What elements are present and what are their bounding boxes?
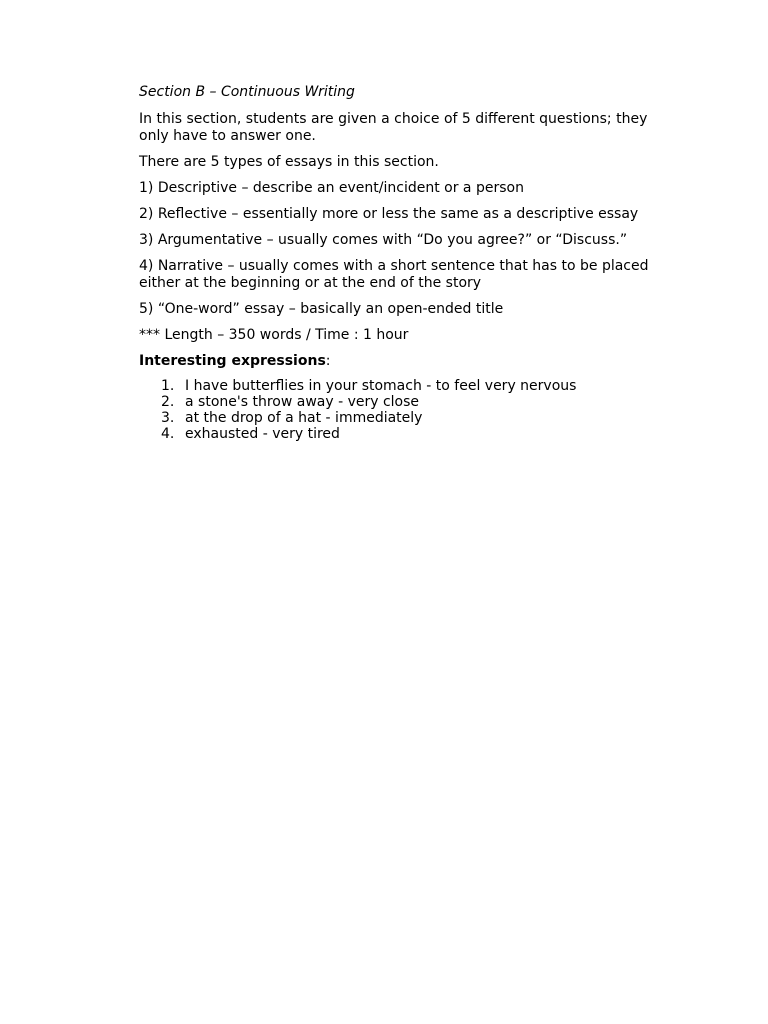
intro-paragraph: In this section, students are given a choice of 5 different questions; they only have to answer one. — [139, 111, 648, 144]
list-item — [139, 426, 669, 442]
list-item — [139, 410, 669, 426]
length-time-note: *** Length – 350 words / Time : 1 hour — [139, 327, 409, 343]
list-item-number: 1. — [161, 378, 175, 394]
list-item-number: 2. — [161, 394, 175, 410]
expressions-list — [139, 378, 669, 442]
essay-type-reflective: 2) Reflective – essentially more or less the same as a descriptive essay — [139, 206, 639, 222]
expressions-heading-colon: : — [325, 353, 331, 369]
list-item-text: exhausted - very tired — [185, 426, 340, 442]
list-item — [139, 394, 669, 410]
expressions-heading — [139, 353, 669, 370]
essay-type-narrative: 4) Narrative – usually comes with a short sentence that has to be placed either at the beginning or at the end of the story — [139, 258, 649, 291]
list-item-number: 3. — [161, 410, 175, 426]
section-title: Section B – Continuous Writing — [139, 84, 355, 100]
expressions-heading-text: Interesting expressions — [139, 353, 326, 369]
list-item-text: I have butterflies in your stomach - to feel very nervous — [185, 378, 577, 394]
essay-type-descriptive: 1) Descriptive – describe an event/incident or a person — [139, 180, 524, 196]
essay-type-argumentative: 3) Argumentative – usually comes with “Do you agree?” or “Discuss.” — [139, 232, 628, 248]
document-content — [139, 84, 669, 442]
types-paragraph: There are 5 types of essays in this section. — [139, 154, 439, 170]
list-item-number: 4. — [161, 426, 175, 442]
essay-type-one-word: 5) “One-word” essay – basically an open-ended title — [139, 301, 504, 317]
list-item-text: a stone's throw away - very close — [185, 394, 420, 410]
list-item-text: at the drop of a hat - immediately — [185, 410, 423, 426]
list-item — [139, 378, 669, 394]
